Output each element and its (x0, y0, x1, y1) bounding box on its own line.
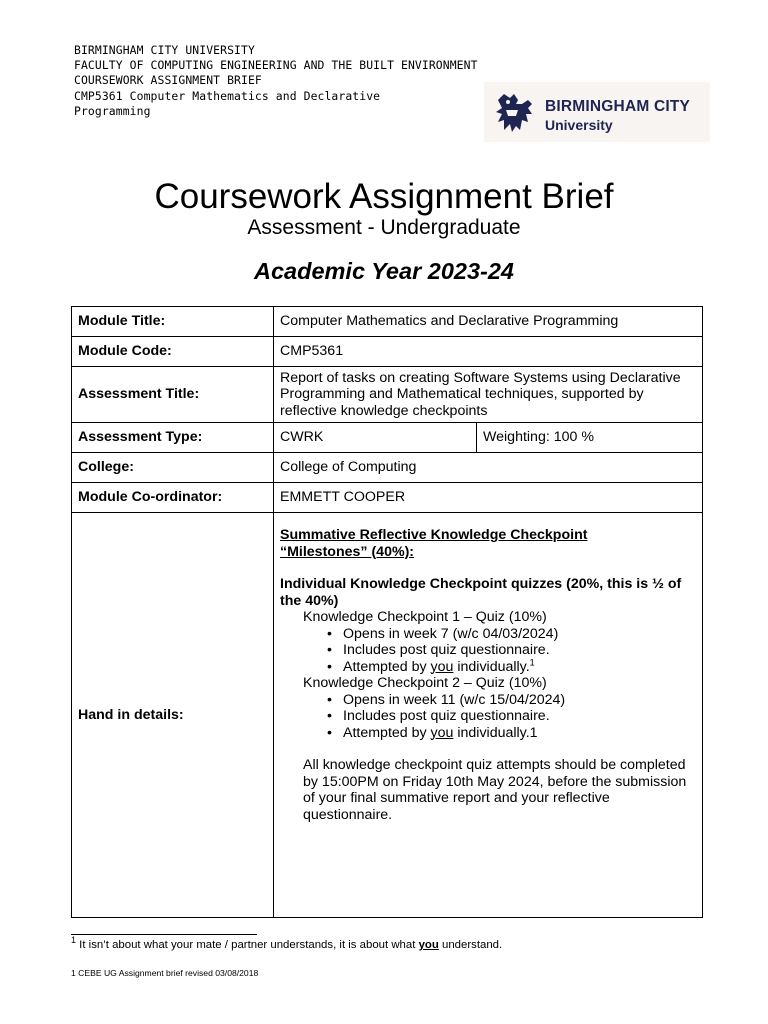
closing-paragraph: All knowledge checkpoint quiz attempts should be completed by 15:00PM on Friday 10th May 2024, before the submission of your final summative report and your reflective questionnaire. (303, 757, 687, 823)
table-row (72, 483, 703, 513)
footnote-divider (71, 934, 257, 935)
footnote (71, 935, 503, 951)
table-row (72, 513, 703, 918)
header-line: Programming (74, 103, 151, 118)
emphasis-you: you (430, 658, 454, 675)
list-item-text: individually.1 (453, 724, 538, 741)
footnote-ref[interactable]: 1 (529, 656, 535, 667)
table-row (72, 307, 703, 337)
header-line: COURSEWORK ASSIGNMENT BRIEF (74, 73, 262, 88)
footnote-emphasis-you: you (418, 939, 439, 951)
footnote-text: It isn’t about what your mate / partner understands, it is about what (76, 939, 419, 951)
table-row (72, 453, 703, 483)
list-item-text: Attempted by (343, 658, 431, 675)
page-title: Coursework Assignment Brief (154, 177, 614, 216)
emphasis-you: you (430, 724, 454, 741)
footnote-text-end: understand. (438, 939, 503, 951)
list-item: • Opens in week 11 (w/c 15/04/2024) (343, 692, 696, 709)
milestones-heading (280, 527, 696, 560)
checkpoint-2-title: Knowledge Checkpoint 2 – Quiz (10%) (303, 675, 547, 691)
page-footer: 1 CEBE UG Assignment brief revised 03/08/2018 (71, 968, 259, 978)
table-row (72, 423, 703, 453)
header-line: FACULTY OF COMPUTING ENGINEERING AND THE BUILT ENVIRONMENT (74, 58, 478, 73)
list-item-text: Attempted by (343, 724, 431, 741)
assessment-type-value: CWRK (274, 423, 477, 453)
assessment-title-value: Report of tasks on creating Software Systems using Declarative Programming and Mathematical techniques, supported by reflective knowledge checkpoints (274, 367, 703, 423)
quiz-heading: Individual Knowledge Checkpoint quizzes (20%, this is ½ of the 40%) (280, 576, 682, 609)
list-item: • Includes post quiz questionnaire. (343, 708, 696, 725)
weighting-value: Weighting: 100 % (477, 423, 703, 453)
list-item (343, 725, 696, 742)
assignment-details-table (71, 306, 703, 918)
academic-year: Academic Year 2023-24 (254, 258, 514, 284)
table-row (72, 367, 703, 423)
document-header (74, 43, 478, 119)
assessment-title-label: Assessment Title: (72, 367, 274, 423)
logo-text-line1: BIRMINGHAM CITY (545, 98, 691, 115)
footnote-marker: 1 (71, 935, 77, 946)
module-code-label: Module Code: (72, 337, 274, 367)
assessment-type-label: Assessment Type: (72, 423, 274, 453)
checkpoint-1-title: Knowledge Checkpoint 1 – Quiz (10%) (303, 609, 547, 625)
header-line: CMP5361 Computer Mathematics and Declarative (74, 88, 381, 103)
page-subtitle: Assessment - Undergraduate (247, 216, 521, 239)
list-item: • Includes post quiz questionnaire. (343, 642, 696, 659)
milestones-heading-line2: “Milestones” (40%): (280, 543, 415, 560)
college-value: College of Computing (274, 453, 703, 483)
module-code-value: CMP5361 (274, 337, 703, 367)
list-item: • Opens in week 7 (w/c 04/03/2024) (343, 626, 696, 643)
hand-in-label: Hand in details: (72, 513, 274, 918)
checkpoint-1-list (280, 626, 696, 676)
college-label: College: (72, 453, 274, 483)
lion-crest-icon (492, 90, 538, 136)
module-title-label: Module Title: (72, 307, 274, 337)
header-line: BIRMINGHAM CITY UNIVERSITY (74, 43, 255, 57)
list-item (343, 656, 696, 676)
hand-in-details (274, 513, 703, 918)
university-logo (484, 82, 710, 142)
table-row (72, 337, 703, 367)
checkpoint-2-list (280, 692, 696, 742)
module-coordinator-label: Module Co-ordinator: (72, 483, 274, 513)
logo-text-line2: University (545, 117, 613, 133)
module-coordinator-value: EMMETT COOPER (274, 483, 703, 513)
milestones-heading-line1: Summative Reflective Knowledge Checkpoint (280, 527, 588, 543)
module-title-value: Computer Mathematics and Declarative Programming (274, 307, 703, 337)
list-item-text: individually. (453, 658, 530, 675)
